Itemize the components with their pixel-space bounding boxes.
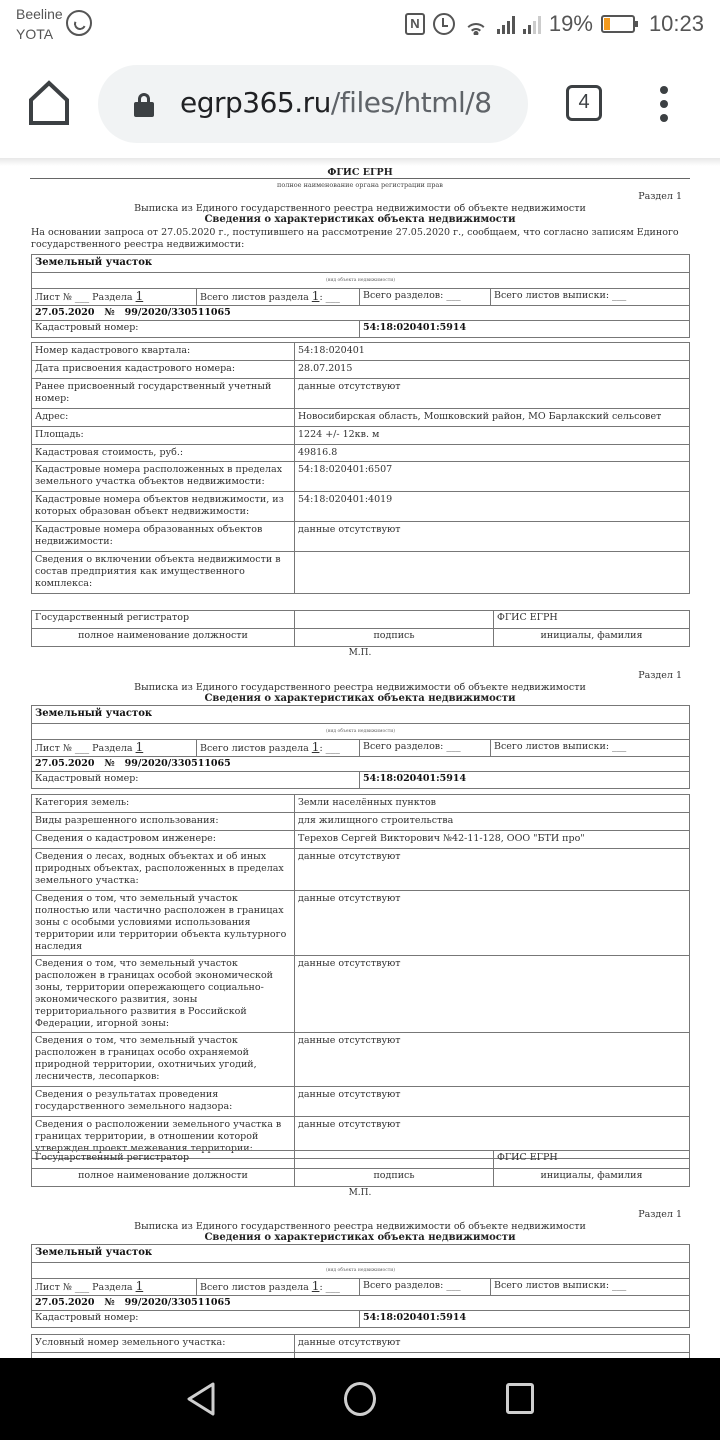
date-number: 27.05.2020 № 99/2020/330511065	[32, 757, 690, 772]
org-name: ФГИС ЕГРН	[327, 167, 393, 178]
more-vert-icon[interactable]	[656, 86, 672, 122]
battery-icon	[601, 15, 635, 33]
cadastral-label: Кадастровый номер:	[32, 1311, 360, 1328]
header-table	[31, 1244, 690, 1328]
signal-icon	[497, 14, 515, 34]
signature-table	[31, 1150, 690, 1187]
cadastral-label: Кадастровый номер:	[32, 772, 360, 789]
signature-field	[295, 1151, 494, 1169]
position-caption: полное наименование должности	[32, 1169, 295, 1187]
cadastral-value: 54:18:020401:5914	[360, 772, 690, 789]
total-sheets: Всего листов выписки: ___	[491, 289, 690, 306]
total-sheets-section: Всего листов раздела 1: ___	[197, 1279, 360, 1296]
status-icons	[405, 6, 704, 42]
extract-title: Выписка из Единого государственного реестра недвижимости об объекте недвижимости	[134, 682, 586, 693]
table-row: Виды разрешенного использования: для жилищного строительства	[32, 813, 690, 831]
object-type-caption: (вид объекта недвижимости)	[32, 724, 690, 740]
object-type-caption: (вид объекта недвижимости)	[32, 273, 690, 289]
total-sections: Всего разделов: ___	[360, 289, 491, 306]
url-text[interactable]	[180, 85, 492, 121]
org-underline	[30, 178, 690, 179]
table-row: Категория земель: Земли населённых пунктов	[32, 795, 690, 813]
table-row: Кадастровые номера образованных объектов недвижимости: данные отсутствуют	[32, 522, 690, 552]
table-row: Сведения о том, что земельный участок расположен в границах особо охраняемой природной территории, охотничьих угодий, лесничеств, лесопарков: данные отсутствуют	[32, 1033, 690, 1087]
tab-count: 4	[578, 91, 590, 113]
web-page-content[interactable]	[0, 158, 720, 1358]
status-bar	[0, 0, 720, 50]
signature-caption: подпись	[295, 629, 494, 647]
home-button[interactable]	[26, 78, 72, 128]
home-circle-icon[interactable]	[344, 1382, 376, 1416]
sheet-number: Лист № ___ Раздела 1	[32, 289, 197, 306]
section-label: Раздел 1	[638, 1209, 682, 1220]
table-row: Сведения о том, что земельный участок расположен в границах особой экономической зоны, территории опережающего социально-экономического развития, зоны территориального развития в Российской Федерации, игорной зоны: данные отсутствуют	[32, 956, 690, 1033]
table-row: Условный номер земельного участка: данные отсутствуют	[32, 1335, 690, 1353]
registrar-position: Государственный регистратор	[32, 611, 295, 629]
position-caption: полное наименование должности	[32, 629, 295, 647]
url-path: /files/html/8	[330, 86, 492, 119]
characteristics-table	[31, 794, 690, 1159]
battery-percent: 19%	[548, 11, 593, 36]
org-caption: полное наименование органа регистрации прав	[277, 181, 443, 189]
total-sheets-section: Всего листов раздела 1: ___	[197, 740, 360, 757]
nfc-icon: N	[405, 13, 425, 35]
carrier-1: Beeline	[16, 6, 63, 22]
toolbar-shadow	[0, 158, 720, 166]
object-type: Земельный участок	[32, 706, 690, 724]
object-type: Земельный участок	[32, 255, 690, 273]
back-icon[interactable]	[186, 1382, 216, 1416]
signature-field	[295, 611, 494, 629]
wifi-icon	[463, 13, 489, 35]
alarm-icon	[433, 13, 455, 35]
tabs-button[interactable]	[566, 85, 602, 121]
total-sheets: Всего листов выписки: ___	[491, 1279, 690, 1296]
total-sections: Всего разделов: ___	[360, 1279, 491, 1296]
cadastral-value: 54:18:020401:5914	[360, 1311, 690, 1328]
clock: 10:23	[648, 11, 704, 36]
cadastral-value: 54:18:020401:5914	[360, 321, 690, 338]
carrier-2: YOTA	[16, 26, 54, 42]
registrar-name: ФГИС ЕГРН	[494, 611, 690, 629]
table-row: Кадастровые номера объектов недвижимости, из которых образован объект недвижимости: 54:18:020401:4019	[32, 492, 690, 522]
table-row: Сведения о лесах, водных объектах и об иных природных объектах, расположенных в пределах земельного участка: данные отсутствуют	[32, 849, 690, 891]
browser-toolbar	[0, 50, 720, 158]
lock-icon	[134, 93, 154, 117]
recents-icon[interactable]	[506, 1383, 534, 1414]
extract-title: Выписка из Единого государственного реестра недвижимости об объекте недвижимости	[134, 1221, 586, 1232]
signature-table	[31, 610, 690, 647]
table-row: Дата присвоения кадастрового номера: 28.07.2015	[32, 361, 690, 379]
table-row: Адрес: Новосибирская область, Мошковский район, МО Барлакский сельсовет	[32, 409, 690, 427]
total-sections: Всего разделов: ___	[360, 740, 491, 757]
signature-caption: подпись	[295, 1169, 494, 1187]
section-label: Раздел 1	[638, 191, 682, 202]
basis-text: На основании запроса от 27.05.2020 г., поступившего на рассмотрение 27.05.2020 г., сообщаем, что согласно записям Единого государственного реестра недвижимости:	[31, 227, 679, 250]
object-type-caption: (вид объекта недвижимости)	[32, 1263, 690, 1279]
whatsapp-icon	[66, 10, 92, 36]
signal-weak-icon	[523, 14, 541, 34]
sheet-number: Лист № ___ Раздела 1	[32, 1279, 197, 1296]
table-row: Сведения о результатах проведения государственного земельного надзора: данные отсутствуют	[32, 1087, 690, 1117]
total-sheets: Всего листов выписки: ___	[491, 740, 690, 757]
extract-subtitle: Сведения о характеристиках объекта недвижимости	[204, 214, 516, 225]
object-type: Земельный участок	[32, 1245, 690, 1263]
carrier-names	[16, 4, 63, 44]
table-row: Сведения о кадастровом инженере: Терехов Сергей Викторович №42-11-128, ООО "БТИ про"	[32, 831, 690, 849]
characteristics-table	[31, 1334, 690, 1358]
section-label: Раздел 1	[638, 670, 682, 681]
stamp-label: М.П.	[348, 1188, 372, 1198]
name-caption: инициалы, фамилия	[494, 629, 690, 647]
total-sheets-section: Всего листов раздела 1: ___	[197, 289, 360, 306]
header-table	[31, 705, 690, 789]
table-row: Кадастровая стоимость, руб.: 49816.8	[32, 445, 690, 462]
date-number: 27.05.2020 № 99/2020/330511065	[32, 306, 690, 321]
registrar-position: Государственный регистратор	[32, 1151, 295, 1169]
extract-title: Выписка из Единого государственного реестра недвижимости об объекте недвижимости	[134, 203, 586, 214]
registrar-name: ФГИС ЕГРН	[494, 1151, 690, 1169]
table-row: Сведения о том, что земельный участок полностью или частично расположен в границах зоны с особыми условиями использования территории или территории объекта культурного наследия данные отсутствуют	[32, 891, 690, 956]
table-row: Сведения о включении объекта недвижимости в состав предприятия как имущественного комплекса:	[32, 552, 690, 594]
extract-subtitle: Сведения о характеристиках объекта недвижимости	[204, 693, 516, 704]
table-row: Номер кадастрового квартала: 54:18:020401	[32, 343, 690, 361]
url-host: egrp365.ru	[180, 86, 331, 119]
extract-subtitle: Сведения о характеристиках объекта недвижимости	[204, 1232, 516, 1243]
home-icon	[26, 78, 72, 128]
characteristics-table	[31, 342, 690, 594]
address-bar[interactable]	[98, 65, 528, 143]
navigation-bar	[0, 1358, 720, 1440]
table-row: Сведения о расположении земельного участка в границах территории, в отношении которой утвержден проект межевания территории: данные отсутствуют	[32, 1117, 690, 1159]
header-table	[31, 254, 690, 338]
date-number: 27.05.2020 № 99/2020/330511065	[32, 1296, 690, 1311]
stamp-label: М.П.	[348, 648, 372, 658]
table-row: Площадь: 1224 +/- 12кв. м	[32, 427, 690, 445]
table-row: Кадастровые номера расположенных в пределах земельного участка объектов недвижимости: 54:18:020401:6507	[32, 462, 690, 492]
sheet-number: Лист № ___ Раздела 1	[32, 740, 197, 757]
name-caption: инициалы, фамилия	[494, 1169, 690, 1187]
cadastral-label: Кадастровый номер:	[32, 321, 360, 338]
table-row: Ранее присвоенный государственный учетный номер: данные отсутствуют	[32, 379, 690, 409]
